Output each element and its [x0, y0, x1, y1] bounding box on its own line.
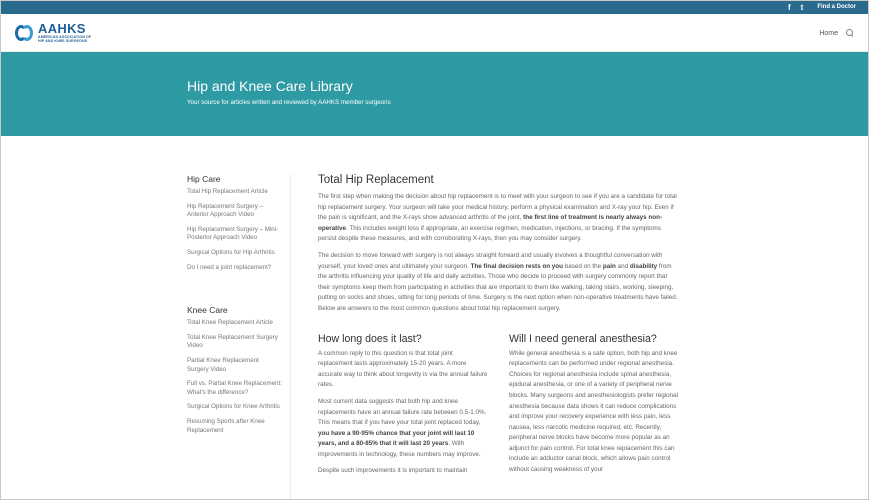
- article-paragraph-2: The decision to move forward with surgery is not always straight forward and usually involves a thoughtful conversation with yourself, your loved ones and ultimately your surgeon. The final decision rests on you based on the pain and disability from the arthritis influencing your quality of life and daily activities. Those who decide to proceed with surgery commonly report that their symptoms keep them from participating in activities that are important to them like walking, taking stairs, working, sleeping, putting on socks and shoes, sitting for long periods of time. Surgery is the next option when non-operative treatments have failed. Below are answers to the most common questions about total hip replacement surgery.: [318, 251, 678, 312]
- sidebar-link[interactable]: Surgical Options for Knee Arthritis: [187, 403, 280, 411]
- top-bar: [1, 1, 868, 14]
- faq-heading: Will I need general anesthesia?: [509, 332, 657, 345]
- sidebar-divider: [290, 174, 291, 500]
- site-header: [1, 14, 868, 52]
- twitter-icon[interactable]: t: [800, 3, 804, 12]
- search-icon[interactable]: [846, 29, 854, 37]
- article-title: Total Hip Replacement: [318, 174, 434, 186]
- logo-subtext-2: HIP AND KNEE SURGEONS: [38, 38, 88, 43]
- nav-home-link[interactable]: Home: [819, 29, 838, 37]
- logo-subtext-1: AMERICAN ASSOCIATION OF: [38, 34, 92, 39]
- sidebar-link[interactable]: Hip Replacement Surgery – Anterior Approach Video: [187, 202, 264, 219]
- sidebar-heading-hip-care: Hip Care: [187, 174, 221, 184]
- sidebar-link[interactable]: Full vs. Partial Knee Replacement: What's the difference?: [187, 380, 282, 396]
- faq-paragraph: Despite such improvements it is important to maintain: [318, 467, 468, 475]
- sidebar-heading-knee-care: Knee Care: [187, 305, 228, 316]
- aahks-logo[interactable]: [15, 20, 92, 43]
- sidebar-link[interactable]: Total Knee Replacement Surgery Video: [187, 333, 278, 350]
- faq-longevity: [318, 333, 489, 484]
- faq-paragraph: Most current data suggests that both hip and knee replacements have an annual failure rate between 0.5-1.0%. This means that if you have your total joint replaced today, you have a 90-95% chance that your joint will last 10 years, and a 80-85% that it will last 20 years. With improvements in technology, these numbers may improve.: [318, 397, 487, 458]
- facebook-icon[interactable]: f: [787, 3, 791, 12]
- faq-columns: [318, 333, 680, 484]
- sidebar: [187, 174, 282, 441]
- article: [318, 174, 680, 483]
- content-area: [1, 136, 868, 500]
- page-title: Hip and Knee Care Library: [187, 78, 353, 94]
- hero-banner: [1, 52, 868, 136]
- sidebar-link[interactable]: Partial Knee Replacement Surgery Video: [187, 356, 259, 373]
- sidebar-link[interactable]: Hip Replacement Surgery – Mini-Posterior Approach Video: [187, 225, 279, 242]
- sidebar-link[interactable]: Do I need a joint replacement?: [187, 263, 272, 271]
- article-paragraph-1: The first step when making the decision about hip replacement is to meet with your surgeon to see if you are a candidate for total hip replacement surgery. Your surgeon will take your medical history, perform a physical examination and X-ray your hip. Even if the pain is significant, and the X-rays show advanced arthritis of the joint, the first line of treatment is nearly always non-operative. This includes weight loss if appropriate, an exercise regimen, medication, injections, or bracing. If the symptoms persist despite these measures, and with corroborating X-rays, then you may consider surgery.: [318, 193, 677, 243]
- sidebar-link[interactable]: Total Knee Replacement Article: [187, 319, 273, 327]
- logo-mark-icon: [15, 24, 35, 42]
- faq-heading: How long does it last?: [318, 332, 422, 345]
- main-nav: [819, 14, 854, 52]
- find-a-doctor-link[interactable]: Find a Doctor: [817, 4, 856, 10]
- sidebar-link[interactable]: Resuming Sports after Knee Replacement: [187, 417, 265, 434]
- faq-paragraph: A common reply to this question is that total joint replacement lasts approximately 15-20 years. A more accurate way to think about longevity is via the annual failure rates.: [318, 349, 488, 389]
- sidebar-link[interactable]: Total Hip Replacement Article: [187, 188, 268, 195]
- sidebar-link[interactable]: Surgical Options for Hip Arthritis: [187, 248, 275, 256]
- faq-anesthesia: [509, 333, 680, 484]
- faq-paragraph: While general anesthesia is a safe option, both hip and knee replacements can be performed under regional anesthesia. Choices for regional anesthesia include spinal anesthesia, epidural anesthesia, or one of a variety of peripheral nerve blocks. Many surgeons and anesthesiologists prefer regional anesthesia because data shows it can reduce complications and improve your recovery experience with less pain, less nausea, less narcotic medicine required, etc. Recently, peripheral nerve blocks have become more popular as an adjunct for pain control. For total knee replacement this can include an adductor canal block, which allows pain control without causing weakness of your: [509, 349, 679, 474]
- page-subtitle: Your source for articles written and reviewed by AAHKS member surgeons: [187, 99, 391, 106]
- logo-text: AAHKS: [38, 20, 86, 36]
